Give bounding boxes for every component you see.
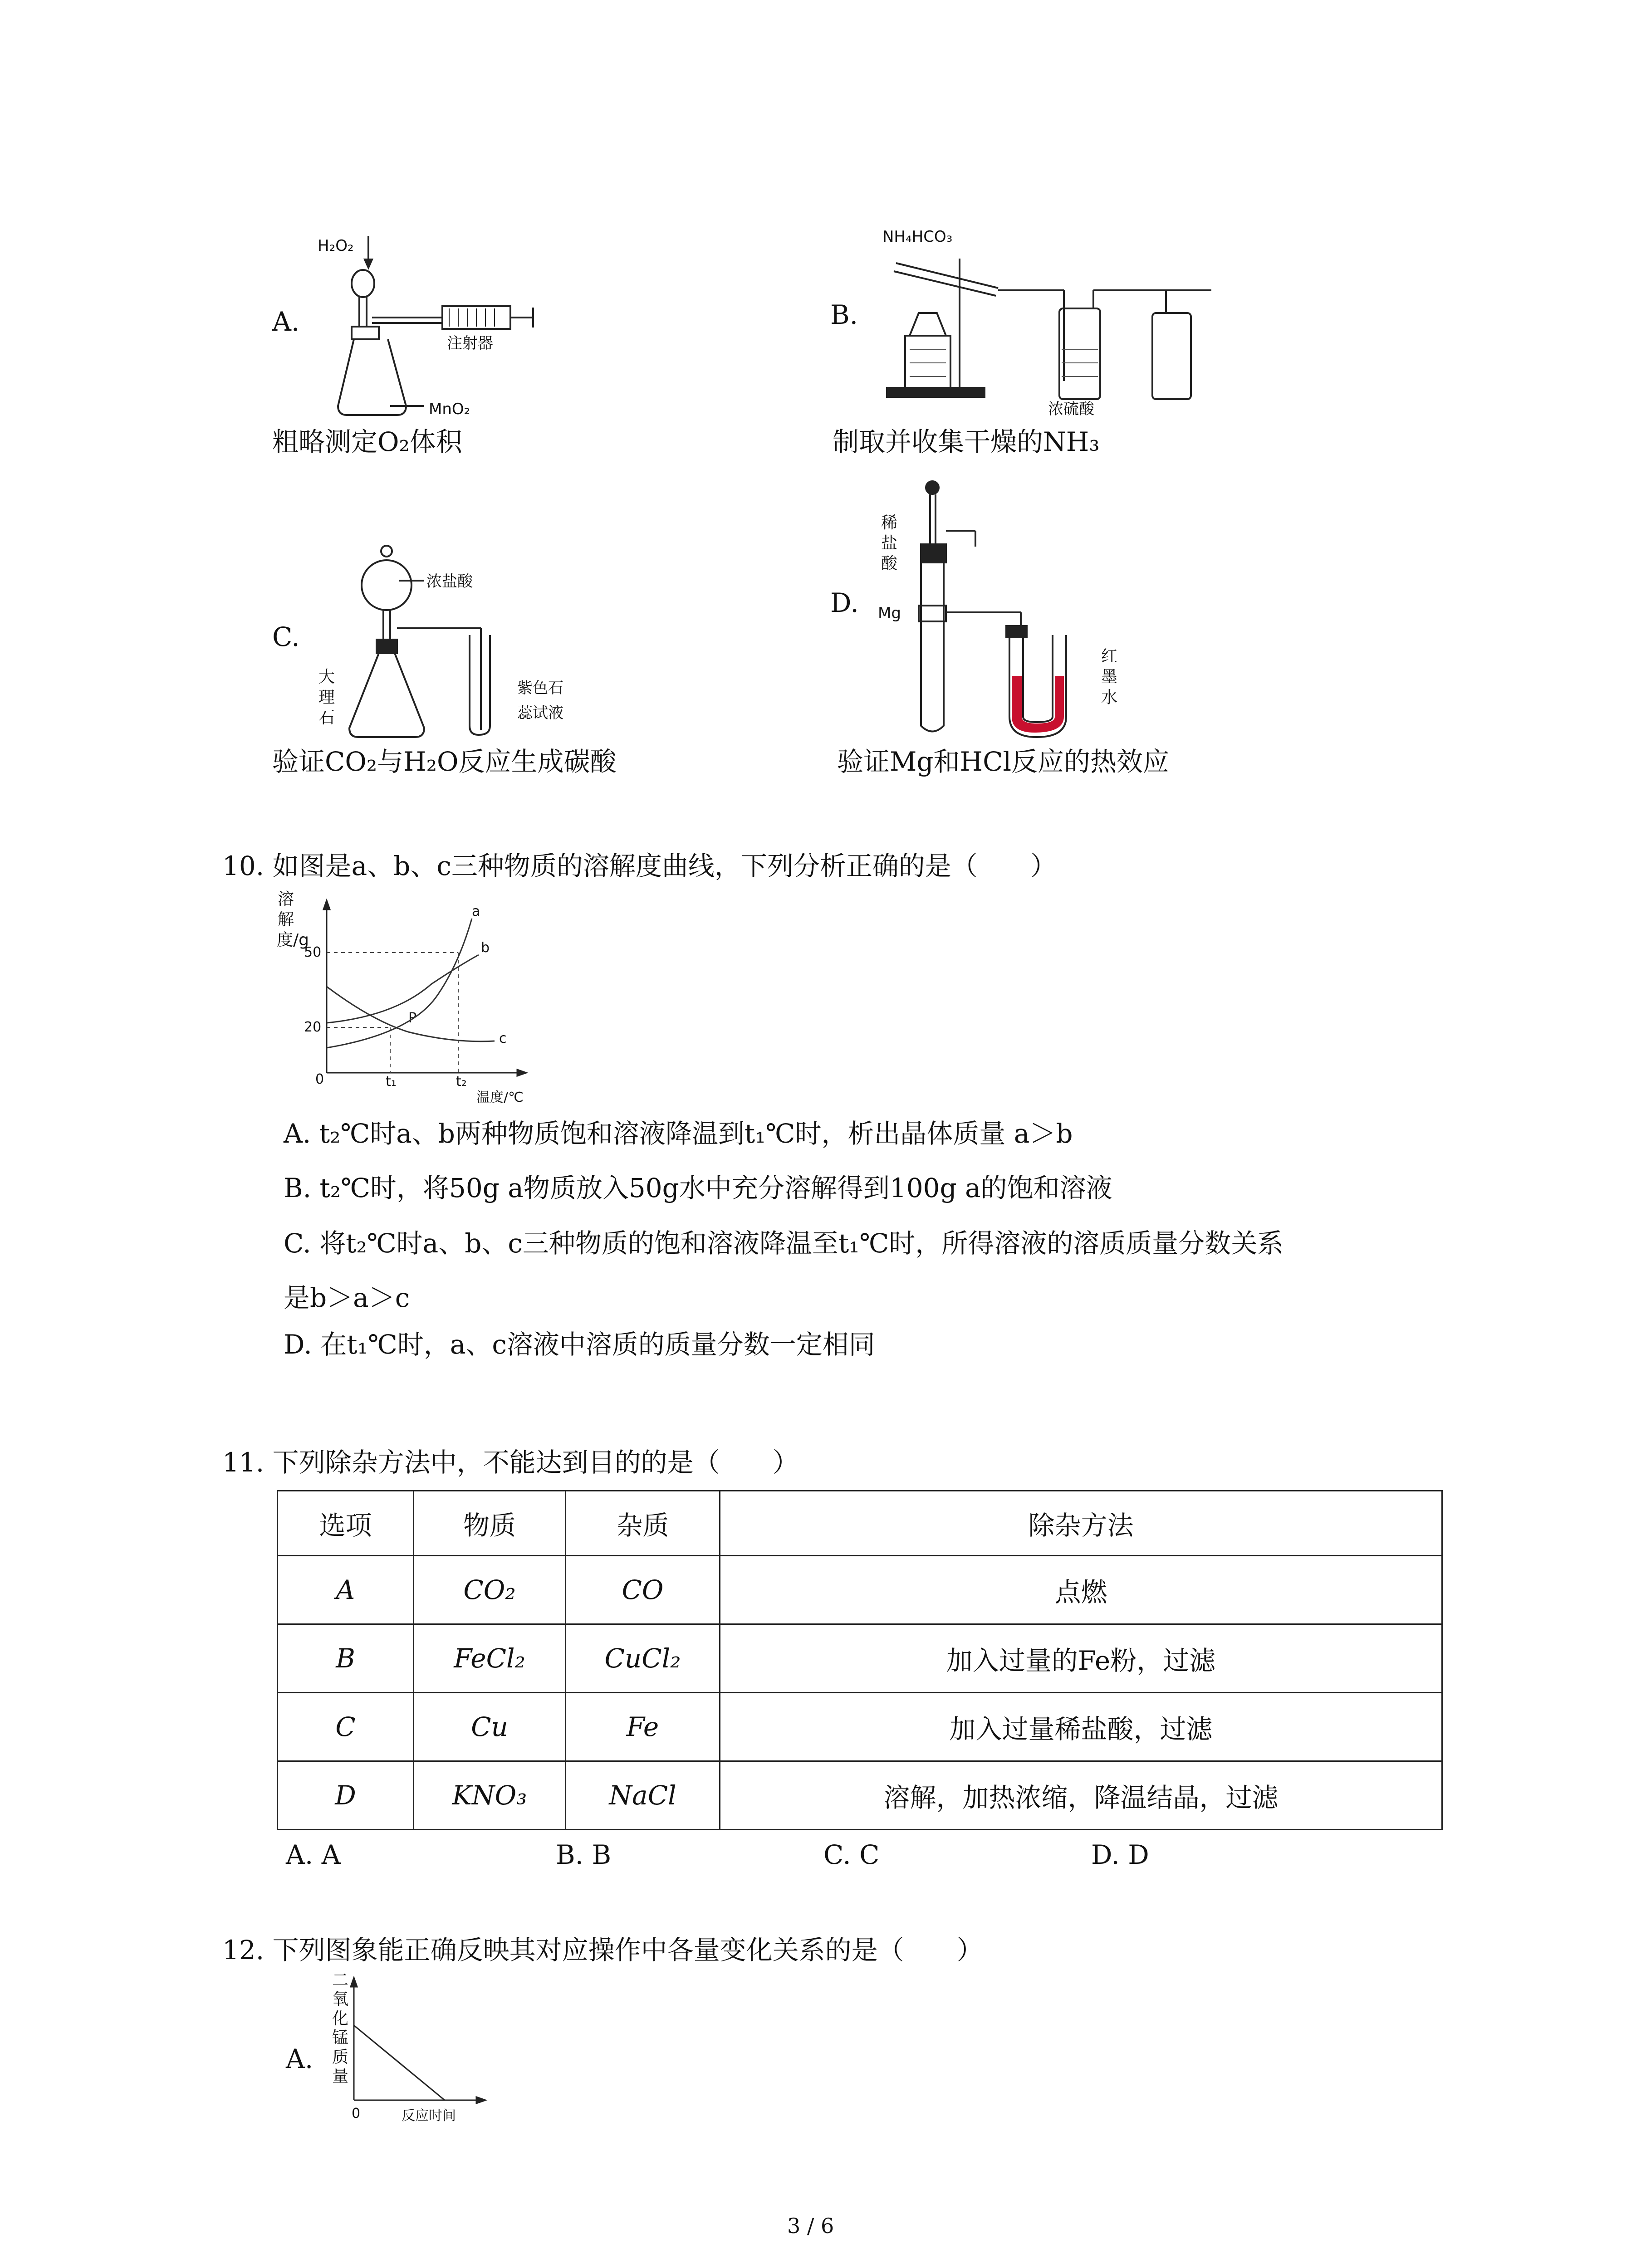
cell-option: B: [278, 1624, 414, 1693]
cell-method: 加入过量稀盐酸，过滤: [720, 1693, 1442, 1761]
q12-chart-ylabel: 二氧化锰质量: [332, 1971, 348, 2086]
q12-stem: 12. 下列图象能正确反映其对应操作中各量变化关系的是（ ）: [222, 1935, 983, 1965]
q12-chart-xlabel: 反应时间: [402, 2108, 456, 2124]
q12-line: [354, 2025, 445, 2100]
q12-option-a-letter: A.: [286, 2043, 314, 2074]
q10-chart-xlabel: 温度/℃: [476, 1090, 524, 1105]
q9-a-caption: 粗略测定O₂体积: [272, 426, 462, 457]
q9-a-h2o2-label: H₂O₂: [318, 237, 354, 255]
q11-choice-d: D. D: [1091, 1839, 1149, 1870]
q9-c-letter: C.: [272, 621, 300, 652]
q9-d-dilute-hcl-label: 稀盐酸: [881, 513, 897, 573]
cell-substance: FeCl₂: [414, 1624, 566, 1693]
cell-impurity: NaCl: [566, 1761, 720, 1830]
q10-chart-xtick-t2: t₂: [456, 1074, 467, 1090]
cell-option: A: [278, 1556, 414, 1624]
q9-c-caption: 验证CO₂与H₂O反应生成碳酸: [272, 746, 617, 777]
q10-chart-point-p: P: [408, 1010, 417, 1026]
q9-d-red-ink-label: 红墨水: [1101, 647, 1117, 707]
header-method: 除杂方法: [720, 1491, 1442, 1556]
q9-a-syringe-label: 注射器: [447, 334, 493, 352]
q10-chart-ytick-20: 20: [304, 1019, 322, 1035]
q11-choice-a: A. A: [286, 1839, 341, 1870]
q10-option-d: D. 在t₁℃时，a、c溶液中溶质的质量分数一定相同: [284, 1329, 875, 1360]
q9-c-litmus-label-1: 紫色石: [517, 679, 563, 697]
q9-b-acid-label: 浓硫酸: [1048, 400, 1094, 418]
q10-chart-series-a: a: [472, 904, 480, 919]
q11-choice-b: B. B: [556, 1839, 612, 1870]
q9-d-mg-label: Mg: [878, 604, 901, 622]
cell-option: D: [278, 1761, 414, 1830]
q10-stem: 10. 如图是a、b、c三种物质的溶解度曲线，下列分析正确的是（ ）: [222, 850, 1057, 881]
cell-impurity: CO: [566, 1556, 720, 1624]
q9-d-letter: D.: [830, 587, 859, 618]
q10-option-a: A. t₂℃时a、b两种物质饱和溶液降温到t₁℃时，析出晶体质量 a＞b: [284, 1118, 1073, 1149]
q10-chart-series-c: c: [499, 1031, 507, 1046]
page-number: 3 / 6: [787, 2214, 834, 2238]
q11-choice-c: C. C: [823, 1839, 880, 1870]
q10-option-c-line2: 是b＞a＞c: [284, 1282, 410, 1313]
cell-option: C: [278, 1693, 414, 1761]
q10-chart-xtick-t1: t₁: [386, 1074, 397, 1090]
cell-substance: Cu: [414, 1693, 566, 1761]
q10-chart-series-b: b: [481, 940, 490, 956]
q9-b-caption: 制取并收集干燥的NH₃: [833, 426, 1100, 457]
q10-chart-ytick-50: 50: [304, 944, 322, 960]
cell-impurity: CuCl₂: [566, 1624, 720, 1693]
cell-method: 溶解，加热浓缩，降温结晶，过滤: [720, 1761, 1442, 1830]
q9-b-reagent-label: NH₄HCO₃: [882, 228, 953, 246]
q10-chart-origin: 0: [315, 1071, 324, 1087]
cell-impurity: Fe: [566, 1693, 720, 1761]
q9-c-litmus-label-2: 蕊试液: [517, 704, 563, 722]
cell-method: 点燃: [720, 1556, 1442, 1624]
header-impurity: 杂质: [566, 1491, 720, 1556]
q9-c-hcl-label: 浓盐酸: [426, 572, 473, 591]
header-option: 选项: [278, 1491, 414, 1556]
q9-a-letter: A.: [272, 306, 300, 337]
cell-substance: KNO₃: [414, 1761, 566, 1830]
q9-b-letter: B.: [830, 299, 858, 330]
q9-d-caption: 验证Mg和HCl反应的热效应: [837, 746, 1170, 777]
q9-c-marble-label: 大理石: [318, 668, 335, 727]
q10-option-c-line1: C. 将t₂℃时a、b、c三种物质的饱和溶液降温至t₁℃时，所得溶液的溶质质量分数关系: [284, 1228, 1284, 1259]
q10-chart-ylabel: 溶解度/g: [277, 890, 309, 949]
q9-a-mno2-label: MnO₂: [429, 400, 470, 418]
q10-option-b: B. t₂℃时，将50g a物质放入50g水中充分溶解得到100g a的饱和溶液: [284, 1173, 1112, 1203]
q11-stem: 11. 下列除杂方法中，不能达到目的的是（ ）: [222, 1447, 799, 1478]
header-substance: 物质: [414, 1491, 566, 1556]
cell-substance: CO₂: [414, 1556, 566, 1624]
q12-chart-origin: 0: [352, 2106, 361, 2121]
cell-method: 加入过量的Fe粉，过滤: [720, 1624, 1442, 1693]
